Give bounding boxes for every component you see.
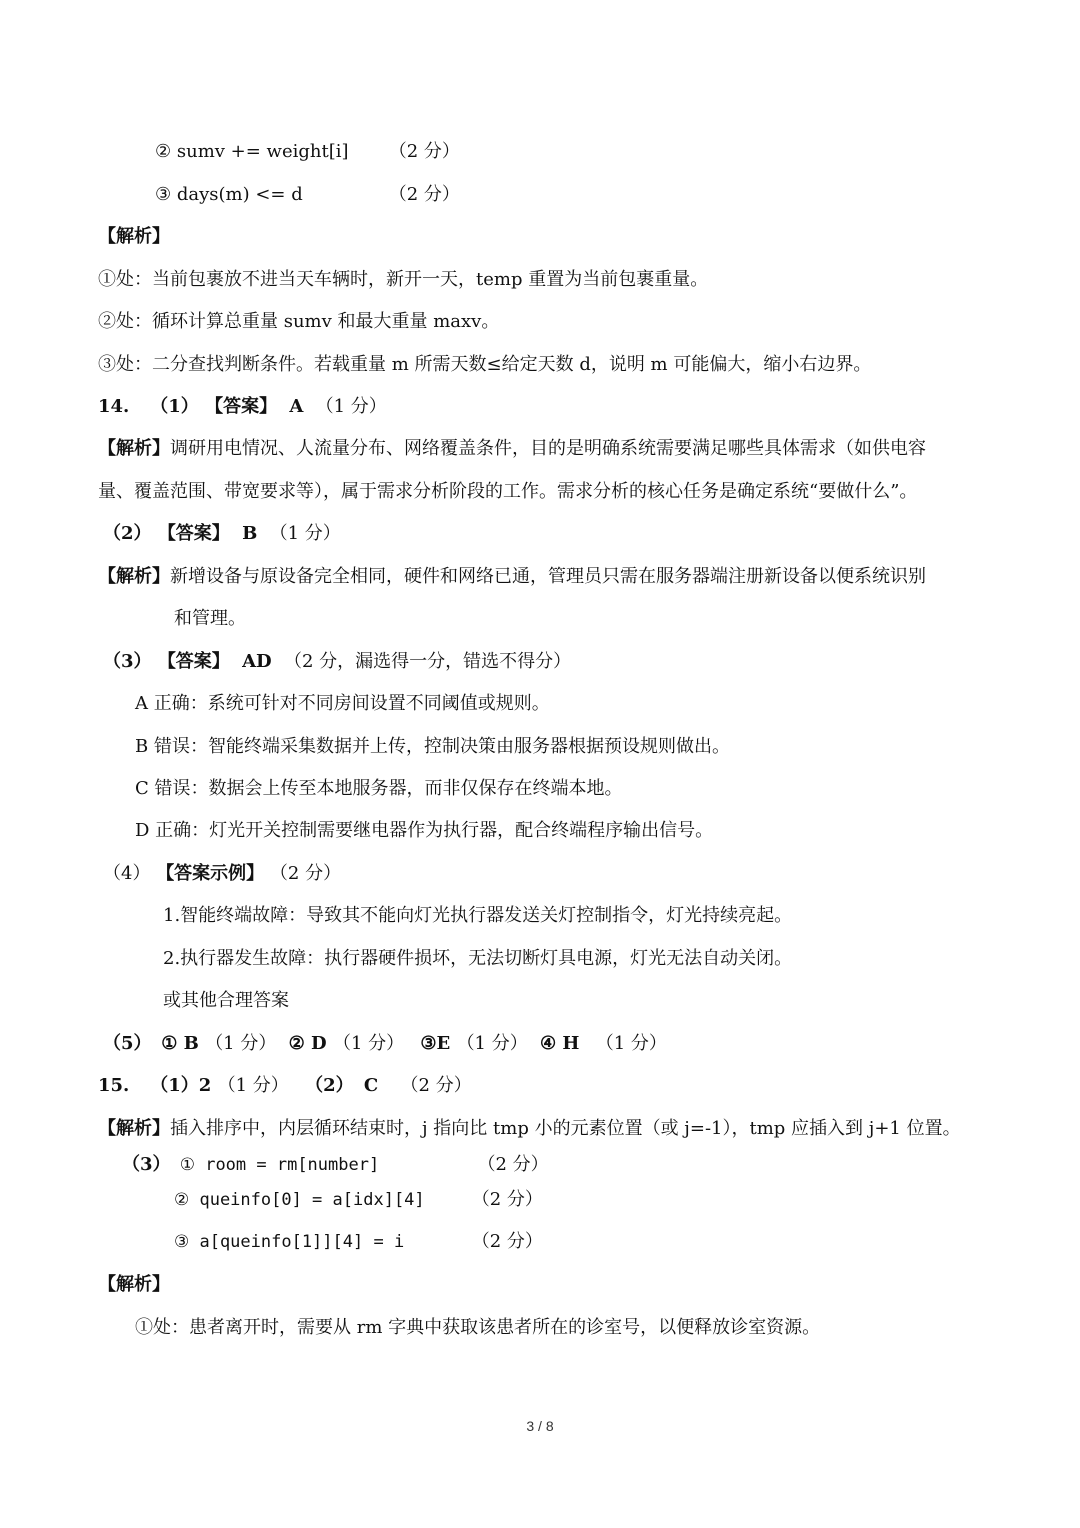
question-15-parts-1-2 — [98, 1075, 472, 1097]
analysis-tag: 【解析】 — [98, 1118, 170, 1139]
example-text: 或其他合理答案 — [163, 990, 289, 1011]
code-text: ② queinfo[0] = a[idx][4] — [174, 1190, 425, 1210]
part-label: （3） — [122, 1154, 171, 1175]
points-3: （1 分） — [456, 1033, 528, 1054]
question-15-part-3-code-3 — [174, 1231, 543, 1253]
points: （2 分） — [388, 141, 460, 162]
option-text: A 正确：系统可针对不同房间设置不同阈值或规则。 — [135, 693, 550, 714]
example-line-1 — [163, 905, 792, 927]
option-line-b — [135, 736, 730, 758]
part-label: （4） — [103, 863, 151, 884]
answer-tag: 【答案】 — [157, 651, 230, 672]
answer-line-sumv — [155, 141, 460, 163]
points: （2 分） — [471, 1231, 543, 1252]
points: （1 分） — [269, 523, 341, 544]
page-number: 3 / 8 — [526, 1418, 554, 1434]
question-14-part-1 — [98, 396, 387, 418]
analysis-heading — [98, 1274, 170, 1296]
analysis-line — [98, 566, 926, 588]
example-line-2 — [163, 948, 792, 970]
part-2-label: （2） — [305, 1075, 354, 1096]
option-text: D 正确：灯光开关控制需要继电器作为执行器，配合终端程序输出信号。 — [135, 820, 714, 841]
heading-text: 【解析】 — [98, 1274, 170, 1295]
analysis-tag: 【解析】 — [98, 438, 170, 459]
points-2: （2 分） — [400, 1075, 472, 1096]
analysis-text: ①处：患者离开时，需要从 rm 字典中获取该患者所在的诊室号，以便释放诊室资源。 — [135, 1317, 821, 1338]
analysis-text: 和管理。 — [174, 608, 246, 629]
analysis-text: 量、覆盖范围、带宽要求等），属于需求分析阶段的工作。需求分析的核心任务是确定系统“要做什么”。 — [98, 481, 918, 502]
analysis-text: 新增设备与原设备完全相同，硬件和网络已通，管理员只需在服务器端注册新设备以便系统识别 — [170, 566, 926, 587]
option-line-c — [135, 778, 623, 800]
option-line-a — [135, 693, 550, 715]
analysis-text: ①处：当前包裹放不进当天车辆时，新开一天，temp 重置为当前包裹重量。 — [98, 269, 709, 290]
part-label: （2） — [103, 523, 152, 544]
points-2: （1 分） — [332, 1033, 405, 1054]
example-text: 1.智能终端故障：导致其不能向灯光执行器发送关灯控制指令，灯光持续亮起。 — [163, 905, 793, 926]
code-text: ③ a[queinfo[1]][4] = i — [174, 1232, 405, 1252]
answer-tag: 【答案示例】 — [156, 863, 265, 884]
analysis-line — [98, 354, 871, 376]
analysis-text: ②处：循环计算总重量 sumv 和最大重量 maxv。 — [98, 311, 500, 332]
points-1: （1 分） — [217, 1075, 289, 1096]
points: （2 分） — [471, 1189, 543, 1210]
part-2-answer: C — [363, 1075, 379, 1096]
analysis-line — [98, 481, 917, 503]
analysis-line — [135, 1317, 820, 1339]
analysis-text: 插入排序中，内层循环结束时，j 指向比 tmp 小的元素位置（或 j=-1），tmp 应插入到 j+1 位置。 — [170, 1118, 961, 1139]
analysis-heading — [98, 226, 170, 248]
analysis-line — [174, 608, 246, 630]
answer-value: B — [242, 523, 258, 544]
code-text: ③ days(m) <= d — [155, 184, 303, 205]
part-label: （5） — [103, 1033, 152, 1054]
code-text: ② sumv += weight[i] — [155, 141, 349, 162]
analysis-tag: 【解析】 — [98, 566, 170, 587]
answer-tag: 【答案】 — [157, 523, 230, 544]
answer-1: ① B — [161, 1033, 199, 1054]
part-label: （3） — [103, 651, 152, 672]
analysis-line — [98, 438, 926, 460]
points: （2 分） — [269, 863, 342, 884]
answer-3: ③E — [420, 1033, 451, 1054]
answer-value: AD — [242, 651, 272, 672]
question-number: 15. — [98, 1075, 130, 1096]
points: （2 分） — [477, 1154, 549, 1175]
analysis-line — [98, 269, 708, 291]
analysis-line — [98, 1118, 961, 1140]
points-4: （1 分） — [595, 1033, 667, 1054]
option-text: B 错误：智能终端采集数据并上传，控制决策由服务器根据预设规则做出。 — [135, 736, 730, 757]
answer-tag: 【答案】 — [205, 396, 278, 417]
option-text: C 错误：数据会上传至本地服务器，而非仅保存在终端本地。 — [135, 778, 623, 799]
question-number: 14. — [98, 396, 130, 417]
question-15-part-3-code-1 — [122, 1154, 549, 1176]
example-text: 2.执行器发生故障：执行器硬件损坏，无法切断灯具电源，灯光无法自动关闭。 — [163, 948, 793, 969]
part-1-answer: （1）2 — [150, 1075, 212, 1096]
question-14-part-4 — [103, 863, 341, 885]
question-14-part-2 — [103, 523, 341, 545]
answer-value: A — [289, 396, 304, 417]
analysis-text: 调研用电情况、人流量分布、网络覆盖条件，目的是明确系统需要满足哪些具体需求（如供电容 — [170, 438, 926, 459]
part-label: （1） — [150, 396, 199, 417]
points-1: （1 分） — [205, 1033, 277, 1054]
answer-line-days — [155, 184, 460, 206]
option-line-d — [135, 820, 713, 842]
answer-2: ② D — [288, 1033, 327, 1054]
analysis-line — [98, 311, 499, 333]
question-15-part-3-code-2 — [174, 1189, 543, 1211]
points: （1 分） — [315, 396, 387, 417]
answer-4: ④ H — [540, 1033, 580, 1054]
example-line-other — [163, 990, 289, 1012]
heading-text: 【解析】 — [98, 226, 170, 247]
question-14-part-3 — [103, 651, 571, 673]
points: （2 分，漏选得一分，错选不得分） — [283, 651, 572, 672]
points: （2 分） — [388, 184, 460, 205]
code-text: ① room = rm[number] — [179, 1155, 380, 1175]
question-14-part-5 — [103, 1033, 667, 1055]
analysis-text: ③处：二分查找判断条件。若载重量 m 所需天数≤给定天数 d，说明 m 可能偏大，缩小右边界。 — [98, 354, 872, 375]
